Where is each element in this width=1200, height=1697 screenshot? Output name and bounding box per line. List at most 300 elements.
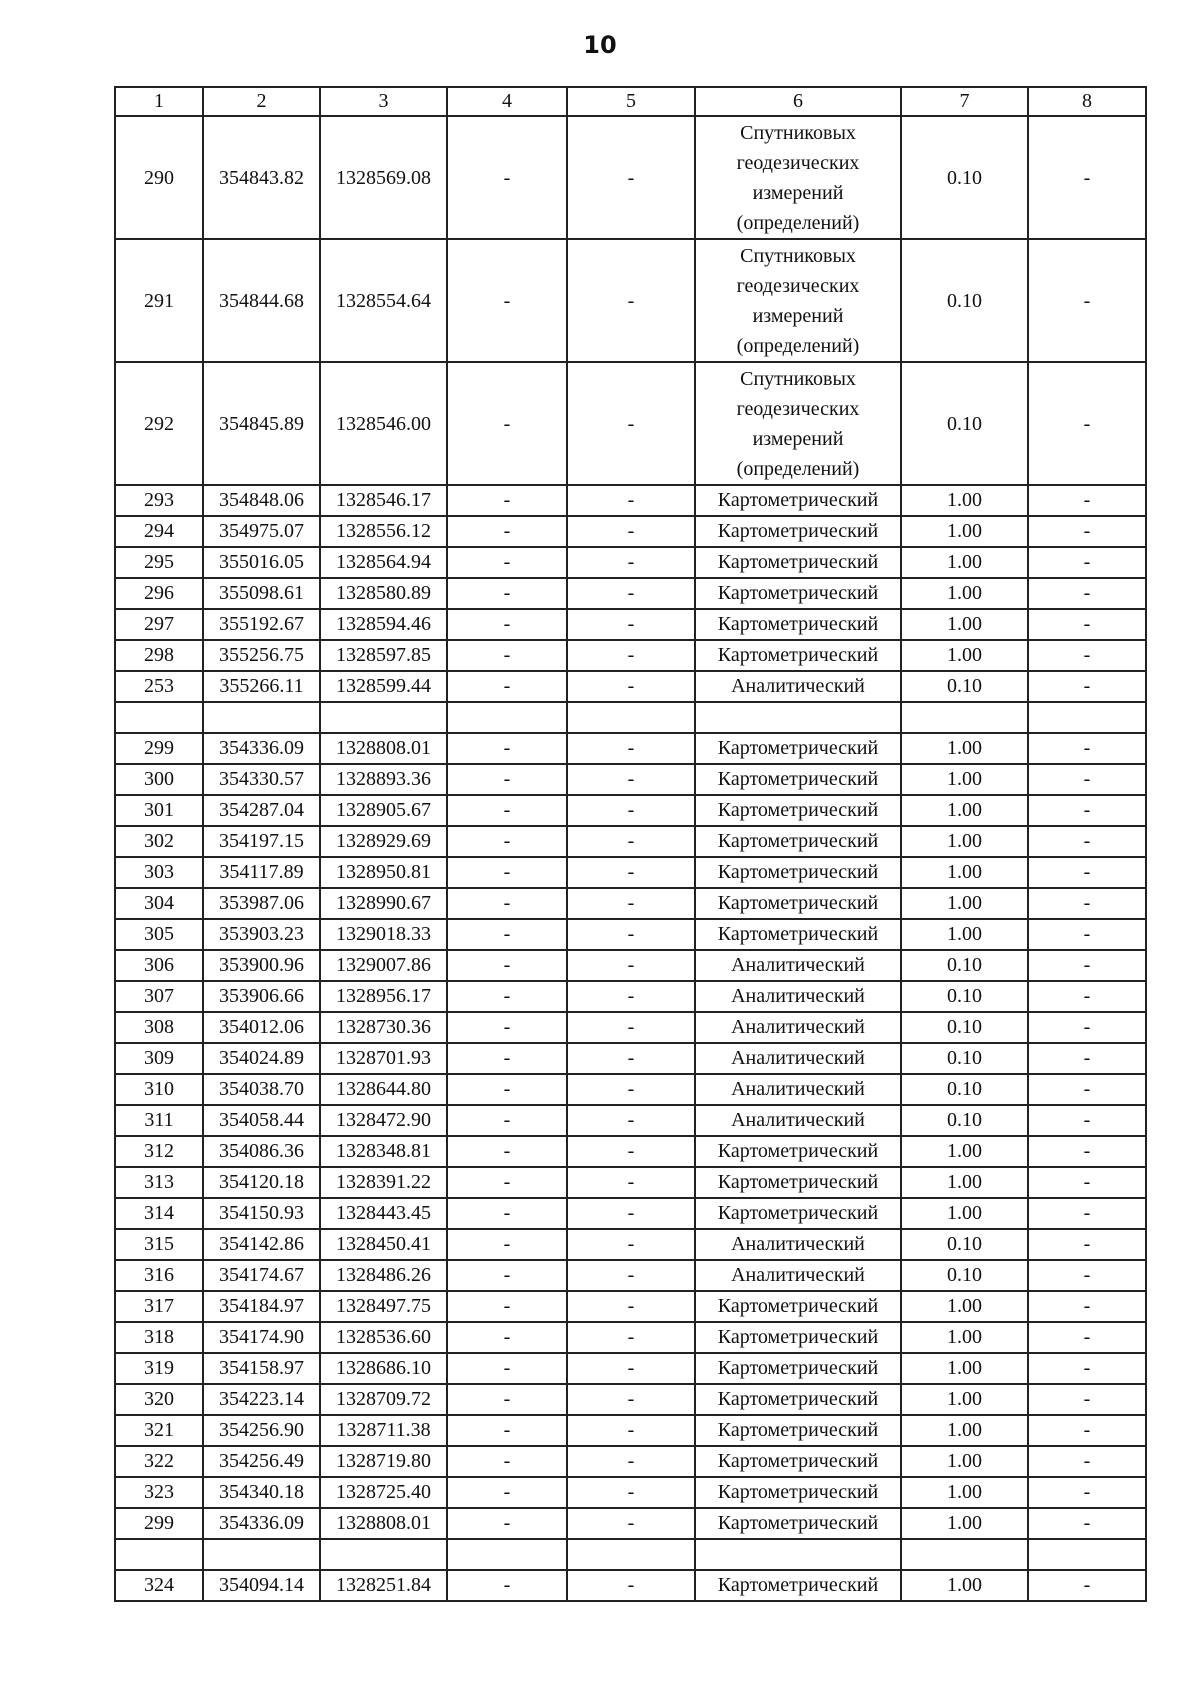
column-4-cell: - xyxy=(447,1043,567,1074)
accuracy-cell: 1.00 xyxy=(901,919,1028,950)
method-cell: Аналитический xyxy=(695,1229,901,1260)
column-5-cell: - xyxy=(567,764,695,795)
method-cell: Картометрический xyxy=(695,888,901,919)
y-coordinate-cell: 1328536.60 xyxy=(320,1322,447,1353)
table-row xyxy=(115,1446,1146,1477)
column-5-cell: - xyxy=(567,1477,695,1508)
y-coordinate-cell xyxy=(320,1539,447,1570)
column-8-cell: - xyxy=(1028,1105,1146,1136)
y-coordinate-cell: 1328546.00 xyxy=(320,362,447,485)
column-4-cell: - xyxy=(447,733,567,764)
x-coordinate-cell: 354120.18 xyxy=(203,1167,320,1198)
table-row xyxy=(115,950,1146,981)
accuracy-cell: 0.10 xyxy=(901,239,1028,362)
table-row xyxy=(115,1291,1146,1322)
column-8-cell: - xyxy=(1028,578,1146,609)
y-coordinate-cell: 1328950.81 xyxy=(320,857,447,888)
column-5-cell: - xyxy=(567,1074,695,1105)
table-row xyxy=(115,919,1146,950)
point-number-cell: 307 xyxy=(115,981,203,1012)
table-row xyxy=(115,1260,1146,1291)
x-coordinate-cell: 354150.93 xyxy=(203,1198,320,1229)
column-4-cell: - xyxy=(447,1291,567,1322)
accuracy-cell: 0.10 xyxy=(901,1012,1028,1043)
accuracy-cell: 0.10 xyxy=(901,116,1028,239)
column-4-cell: - xyxy=(447,1229,567,1260)
column-5-cell: - xyxy=(567,733,695,764)
point-number-cell: 253 xyxy=(115,671,203,702)
accuracy-cell: 1.00 xyxy=(901,1446,1028,1477)
table-row xyxy=(115,362,1146,485)
point-number-cell: 306 xyxy=(115,950,203,981)
column-8-cell: - xyxy=(1028,547,1146,578)
column-4-cell: - xyxy=(447,1322,567,1353)
x-coordinate-cell: 354174.90 xyxy=(203,1322,320,1353)
column-5-cell: - xyxy=(567,1322,695,1353)
y-coordinate-cell: 1328644.80 xyxy=(320,1074,447,1105)
column-8-cell: - xyxy=(1028,795,1146,826)
method-cell: Картометрический xyxy=(695,826,901,857)
x-coordinate-cell: 355266.11 xyxy=(203,671,320,702)
accuracy-cell: 1.00 xyxy=(901,1477,1028,1508)
point-number-cell: 321 xyxy=(115,1415,203,1446)
table-row xyxy=(115,1105,1146,1136)
column-8-cell: - xyxy=(1028,671,1146,702)
point-number-cell: 319 xyxy=(115,1353,203,1384)
table-row xyxy=(115,1136,1146,1167)
column-8-cell: - xyxy=(1028,1384,1146,1415)
header-cell-7: 7 xyxy=(901,87,1028,116)
accuracy-cell: 1.00 xyxy=(901,485,1028,516)
column-8-cell: - xyxy=(1028,950,1146,981)
header-cell-3: 3 xyxy=(320,87,447,116)
header-cell-8: 8 xyxy=(1028,87,1146,116)
accuracy-cell: 1.00 xyxy=(901,1415,1028,1446)
x-coordinate-cell xyxy=(203,1539,320,1570)
method-cell: Картометрический xyxy=(695,1508,901,1539)
column-5-cell: - xyxy=(567,795,695,826)
x-coordinate-cell: 354174.67 xyxy=(203,1260,320,1291)
table-row xyxy=(115,733,1146,764)
table-row xyxy=(115,1167,1146,1198)
column-4-cell: - xyxy=(447,1477,567,1508)
point-number-cell: 291 xyxy=(115,239,203,362)
y-coordinate-cell: 1328443.45 xyxy=(320,1198,447,1229)
accuracy-cell: 1.00 xyxy=(901,1570,1028,1601)
y-coordinate-cell: 1328956.17 xyxy=(320,981,447,1012)
method-cell: Аналитический xyxy=(695,981,901,1012)
point-number-cell: 315 xyxy=(115,1229,203,1260)
point-number-cell: 308 xyxy=(115,1012,203,1043)
point-number-cell: 296 xyxy=(115,578,203,609)
table-row xyxy=(115,1570,1146,1601)
header-row xyxy=(115,87,1146,116)
x-coordinate-cell: 354024.89 xyxy=(203,1043,320,1074)
table-row xyxy=(115,1043,1146,1074)
accuracy-cell: 1.00 xyxy=(901,795,1028,826)
point-number-cell: 322 xyxy=(115,1446,203,1477)
column-4-cell: - xyxy=(447,764,567,795)
column-4-cell: - xyxy=(447,1508,567,1539)
column-4-cell: - xyxy=(447,888,567,919)
y-coordinate-cell: 1328391.22 xyxy=(320,1167,447,1198)
y-coordinate-cell: 1328599.44 xyxy=(320,671,447,702)
column-4-cell: - xyxy=(447,547,567,578)
y-coordinate-cell: 1328730.36 xyxy=(320,1012,447,1043)
accuracy-cell: 1.00 xyxy=(901,1136,1028,1167)
point-number-cell: 324 xyxy=(115,1570,203,1601)
accuracy-cell: 1.00 xyxy=(901,640,1028,671)
method-cell: Аналитический xyxy=(695,1105,901,1136)
x-coordinate-cell: 354058.44 xyxy=(203,1105,320,1136)
point-number-cell xyxy=(115,702,203,733)
point-number-cell xyxy=(115,1539,203,1570)
method-cell: Картометрический xyxy=(695,795,901,826)
accuracy-cell: 0.10 xyxy=(901,1074,1028,1105)
column-4-cell: - xyxy=(447,640,567,671)
method-cell: Картометрический xyxy=(695,1570,901,1601)
x-coordinate-cell: 354848.06 xyxy=(203,485,320,516)
method-cell: Картометрический xyxy=(695,1167,901,1198)
column-5-cell: - xyxy=(567,857,695,888)
column-5-cell: - xyxy=(567,362,695,485)
y-coordinate-cell: 1328556.12 xyxy=(320,516,447,547)
accuracy-cell: 1.00 xyxy=(901,609,1028,640)
point-number-cell: 317 xyxy=(115,1291,203,1322)
x-coordinate-cell: 354844.68 xyxy=(203,239,320,362)
column-4-cell: - xyxy=(447,795,567,826)
column-8-cell: - xyxy=(1028,609,1146,640)
column-4-cell: - xyxy=(447,1136,567,1167)
method-cell: Картометрический xyxy=(695,733,901,764)
column-8-cell: - xyxy=(1028,362,1146,485)
method-cell: Аналитический xyxy=(695,671,901,702)
column-5-cell: - xyxy=(567,239,695,362)
y-coordinate-cell: 1328893.36 xyxy=(320,764,447,795)
x-coordinate-cell: 354336.09 xyxy=(203,733,320,764)
y-coordinate-cell: 1328450.41 xyxy=(320,1229,447,1260)
accuracy-cell: 1.00 xyxy=(901,1198,1028,1229)
y-coordinate-cell: 1328564.94 xyxy=(320,547,447,578)
table-row xyxy=(115,826,1146,857)
point-number-cell: 294 xyxy=(115,516,203,547)
column-4-cell: - xyxy=(447,485,567,516)
y-coordinate-cell: 1329018.33 xyxy=(320,919,447,950)
x-coordinate-cell: 354256.90 xyxy=(203,1415,320,1446)
table-row xyxy=(115,1012,1146,1043)
column-5-cell: - xyxy=(567,116,695,239)
y-coordinate-cell: 1328725.40 xyxy=(320,1477,447,1508)
method-cell: Картометрический xyxy=(695,547,901,578)
column-5-cell: - xyxy=(567,1508,695,1539)
column-5-cell: - xyxy=(567,516,695,547)
point-number-cell: 298 xyxy=(115,640,203,671)
x-coordinate-cell: 354845.89 xyxy=(203,362,320,485)
column-4-cell xyxy=(447,702,567,733)
method-cell: Картометрический xyxy=(695,640,901,671)
y-coordinate-cell: 1328905.67 xyxy=(320,795,447,826)
y-coordinate-cell: 1328497.75 xyxy=(320,1291,447,1322)
y-coordinate-cell: 1328251.84 xyxy=(320,1570,447,1601)
x-coordinate-cell: 353906.66 xyxy=(203,981,320,1012)
y-coordinate-cell: 1329007.86 xyxy=(320,950,447,981)
accuracy-cell: 1.00 xyxy=(901,733,1028,764)
column-8-cell: - xyxy=(1028,1508,1146,1539)
point-number-cell: 314 xyxy=(115,1198,203,1229)
column-8-cell: - xyxy=(1028,1074,1146,1105)
table-row xyxy=(115,981,1146,1012)
table-row xyxy=(115,795,1146,826)
method-cell: Аналитический xyxy=(695,950,901,981)
accuracy-cell: 1.00 xyxy=(901,888,1028,919)
column-4-cell: - xyxy=(447,362,567,485)
column-4-cell: - xyxy=(447,857,567,888)
method-cell: Картометрический xyxy=(695,609,901,640)
y-coordinate-cell: 1328486.26 xyxy=(320,1260,447,1291)
table-row xyxy=(115,1415,1146,1446)
table-row xyxy=(115,547,1146,578)
column-8-cell: - xyxy=(1028,516,1146,547)
column-8-cell: - xyxy=(1028,1136,1146,1167)
x-coordinate-cell: 354287.04 xyxy=(203,795,320,826)
table-row xyxy=(115,1074,1146,1105)
table-row xyxy=(115,116,1146,239)
y-coordinate-cell: 1328546.17 xyxy=(320,485,447,516)
point-number-cell: 303 xyxy=(115,857,203,888)
y-coordinate-cell: 1328472.90 xyxy=(320,1105,447,1136)
column-8-cell: - xyxy=(1028,1012,1146,1043)
accuracy-cell: 1.00 xyxy=(901,1508,1028,1539)
method-cell: Картометрический xyxy=(695,1353,901,1384)
method-cell xyxy=(695,1539,901,1570)
column-4-cell: - xyxy=(447,826,567,857)
column-5-cell xyxy=(567,702,695,733)
column-8-cell: - xyxy=(1028,1291,1146,1322)
header-cell-1: 1 xyxy=(115,87,203,116)
accuracy-cell: 1.00 xyxy=(901,1322,1028,1353)
x-coordinate-cell: 355256.75 xyxy=(203,640,320,671)
table-row xyxy=(115,1198,1146,1229)
column-4-cell: - xyxy=(447,1260,567,1291)
table-row xyxy=(115,1539,1146,1570)
method-cell: Картометрический xyxy=(695,857,901,888)
method-cell: Картометрический xyxy=(695,1322,901,1353)
column-4-cell: - xyxy=(447,1012,567,1043)
column-5-cell: - xyxy=(567,1353,695,1384)
point-number-cell: 305 xyxy=(115,919,203,950)
column-5-cell: - xyxy=(567,1136,695,1167)
x-coordinate-cell: 354117.89 xyxy=(203,857,320,888)
x-coordinate-cell: 353903.23 xyxy=(203,919,320,950)
column-5-cell xyxy=(567,1539,695,1570)
y-coordinate-cell: 1328594.46 xyxy=(320,609,447,640)
table-row xyxy=(115,640,1146,671)
point-number-cell: 312 xyxy=(115,1136,203,1167)
y-coordinate-cell: 1328580.89 xyxy=(320,578,447,609)
column-4-cell: - xyxy=(447,671,567,702)
table-row xyxy=(115,888,1146,919)
table-row xyxy=(115,609,1146,640)
x-coordinate-cell: 354256.49 xyxy=(203,1446,320,1477)
point-number-cell: 293 xyxy=(115,485,203,516)
point-number-cell: 302 xyxy=(115,826,203,857)
column-5-cell: - xyxy=(567,578,695,609)
column-5-cell: - xyxy=(567,1291,695,1322)
accuracy-cell: 0.10 xyxy=(901,1260,1028,1291)
column-4-cell: - xyxy=(447,516,567,547)
table-header xyxy=(115,87,1146,116)
column-4-cell: - xyxy=(447,116,567,239)
table-row xyxy=(115,1229,1146,1260)
column-5-cell: - xyxy=(567,919,695,950)
column-8-cell: - xyxy=(1028,640,1146,671)
column-5-cell: - xyxy=(567,1105,695,1136)
accuracy-cell: 0.10 xyxy=(901,1043,1028,1074)
column-5-cell: - xyxy=(567,485,695,516)
column-8-cell: - xyxy=(1028,764,1146,795)
x-coordinate-cell: 354142.86 xyxy=(203,1229,320,1260)
column-4-cell: - xyxy=(447,1167,567,1198)
y-coordinate-cell: 1328711.38 xyxy=(320,1415,447,1446)
method-cell: Картометрический xyxy=(695,764,901,795)
column-5-cell: - xyxy=(567,1446,695,1477)
point-number-cell: 313 xyxy=(115,1167,203,1198)
column-4-cell: - xyxy=(447,981,567,1012)
x-coordinate-cell: 355192.67 xyxy=(203,609,320,640)
column-8-cell: - xyxy=(1028,1167,1146,1198)
column-5-cell: - xyxy=(567,981,695,1012)
column-5-cell: - xyxy=(567,1570,695,1601)
column-4-cell: - xyxy=(447,1353,567,1384)
column-8-cell xyxy=(1028,1539,1146,1570)
table-row xyxy=(115,1508,1146,1539)
x-coordinate-cell: 353987.06 xyxy=(203,888,320,919)
table-row xyxy=(115,702,1146,733)
table-row xyxy=(115,1322,1146,1353)
header-cell-5: 5 xyxy=(567,87,695,116)
column-5-cell: - xyxy=(567,826,695,857)
x-coordinate-cell: 354086.36 xyxy=(203,1136,320,1167)
x-coordinate-cell: 354336.09 xyxy=(203,1508,320,1539)
header-cell-2: 2 xyxy=(203,87,320,116)
y-coordinate-cell: 1328348.81 xyxy=(320,1136,447,1167)
point-number-cell: 301 xyxy=(115,795,203,826)
accuracy-cell: 0.10 xyxy=(901,981,1028,1012)
point-number-cell: 311 xyxy=(115,1105,203,1136)
column-8-cell: - xyxy=(1028,1198,1146,1229)
y-coordinate-cell: 1328929.69 xyxy=(320,826,447,857)
column-5-cell: - xyxy=(567,1415,695,1446)
accuracy-cell: 1.00 xyxy=(901,1167,1028,1198)
column-8-cell: - xyxy=(1028,1415,1146,1446)
point-number-cell: 323 xyxy=(115,1477,203,1508)
column-8-cell: - xyxy=(1028,1570,1146,1601)
column-5-cell: - xyxy=(567,547,695,578)
x-coordinate-cell: 354094.14 xyxy=(203,1570,320,1601)
accuracy-cell: 1.00 xyxy=(901,516,1028,547)
column-8-cell: - xyxy=(1028,116,1146,239)
table-body xyxy=(115,116,1146,1601)
accuracy-cell: 0.10 xyxy=(901,1229,1028,1260)
table-row xyxy=(115,239,1146,362)
accuracy-cell: 1.00 xyxy=(901,1353,1028,1384)
point-number-cell: 299 xyxy=(115,1508,203,1539)
column-5-cell: - xyxy=(567,671,695,702)
y-coordinate-cell xyxy=(320,702,447,733)
column-8-cell xyxy=(1028,702,1146,733)
column-4-cell: - xyxy=(447,919,567,950)
method-cell: Картометрический xyxy=(695,578,901,609)
point-number-cell: 297 xyxy=(115,609,203,640)
method-cell: Картометрический xyxy=(695,1136,901,1167)
column-5-cell: - xyxy=(567,888,695,919)
column-5-cell: - xyxy=(567,950,695,981)
accuracy-cell xyxy=(901,1539,1028,1570)
method-cell: Аналитический xyxy=(695,1074,901,1105)
column-4-cell: - xyxy=(447,1105,567,1136)
column-8-cell: - xyxy=(1028,1229,1146,1260)
accuracy-cell: 1.00 xyxy=(901,857,1028,888)
column-8-cell: - xyxy=(1028,1477,1146,1508)
accuracy-cell: 0.10 xyxy=(901,950,1028,981)
page-number: 10 xyxy=(583,31,617,59)
accuracy-cell: 0.10 xyxy=(901,362,1028,485)
x-coordinate-cell: 354012.06 xyxy=(203,1012,320,1043)
table-row xyxy=(115,671,1146,702)
accuracy-cell: 1.00 xyxy=(901,1291,1028,1322)
column-4-cell: - xyxy=(447,1570,567,1601)
method-cell: Спутниковых геодезических измерений (определений) xyxy=(695,362,901,485)
x-coordinate-cell: 355016.05 xyxy=(203,547,320,578)
y-coordinate-cell: 1328709.72 xyxy=(320,1384,447,1415)
point-number-cell: 304 xyxy=(115,888,203,919)
column-5-cell: - xyxy=(567,1229,695,1260)
table-row xyxy=(115,1477,1146,1508)
x-coordinate-cell: 354158.97 xyxy=(203,1353,320,1384)
method-cell: Картометрический xyxy=(695,1384,901,1415)
table-row xyxy=(115,578,1146,609)
accuracy-cell: 1.00 xyxy=(901,764,1028,795)
column-5-cell: - xyxy=(567,1198,695,1229)
column-4-cell: - xyxy=(447,609,567,640)
method-cell: Картометрический xyxy=(695,1415,901,1446)
column-5-cell: - xyxy=(567,1260,695,1291)
column-8-cell: - xyxy=(1028,981,1146,1012)
x-coordinate-cell: 355098.61 xyxy=(203,578,320,609)
column-8-cell: - xyxy=(1028,1260,1146,1291)
table-row xyxy=(115,764,1146,795)
column-4-cell: - xyxy=(447,950,567,981)
point-number-cell: 295 xyxy=(115,547,203,578)
table-row xyxy=(115,1353,1146,1384)
column-5-cell: - xyxy=(567,609,695,640)
method-cell: Спутниковых геодезических измерений (определений) xyxy=(695,239,901,362)
method-cell: Спутниковых геодезических измерений (определений) xyxy=(695,116,901,239)
method-cell: Картометрический xyxy=(695,919,901,950)
method-cell: Аналитический xyxy=(695,1043,901,1074)
method-cell: Картометрический xyxy=(695,485,901,516)
method-cell: Картометрический xyxy=(695,516,901,547)
y-coordinate-cell: 1328719.80 xyxy=(320,1446,447,1477)
header-cell-6: 6 xyxy=(695,87,901,116)
method-cell: Картометрический xyxy=(695,1446,901,1477)
column-5-cell: - xyxy=(567,1012,695,1043)
header-cell-4: 4 xyxy=(447,87,567,116)
table-row xyxy=(115,1384,1146,1415)
x-coordinate-cell: 354843.82 xyxy=(203,116,320,239)
y-coordinate-cell: 1328808.01 xyxy=(320,733,447,764)
point-number-cell: 320 xyxy=(115,1384,203,1415)
